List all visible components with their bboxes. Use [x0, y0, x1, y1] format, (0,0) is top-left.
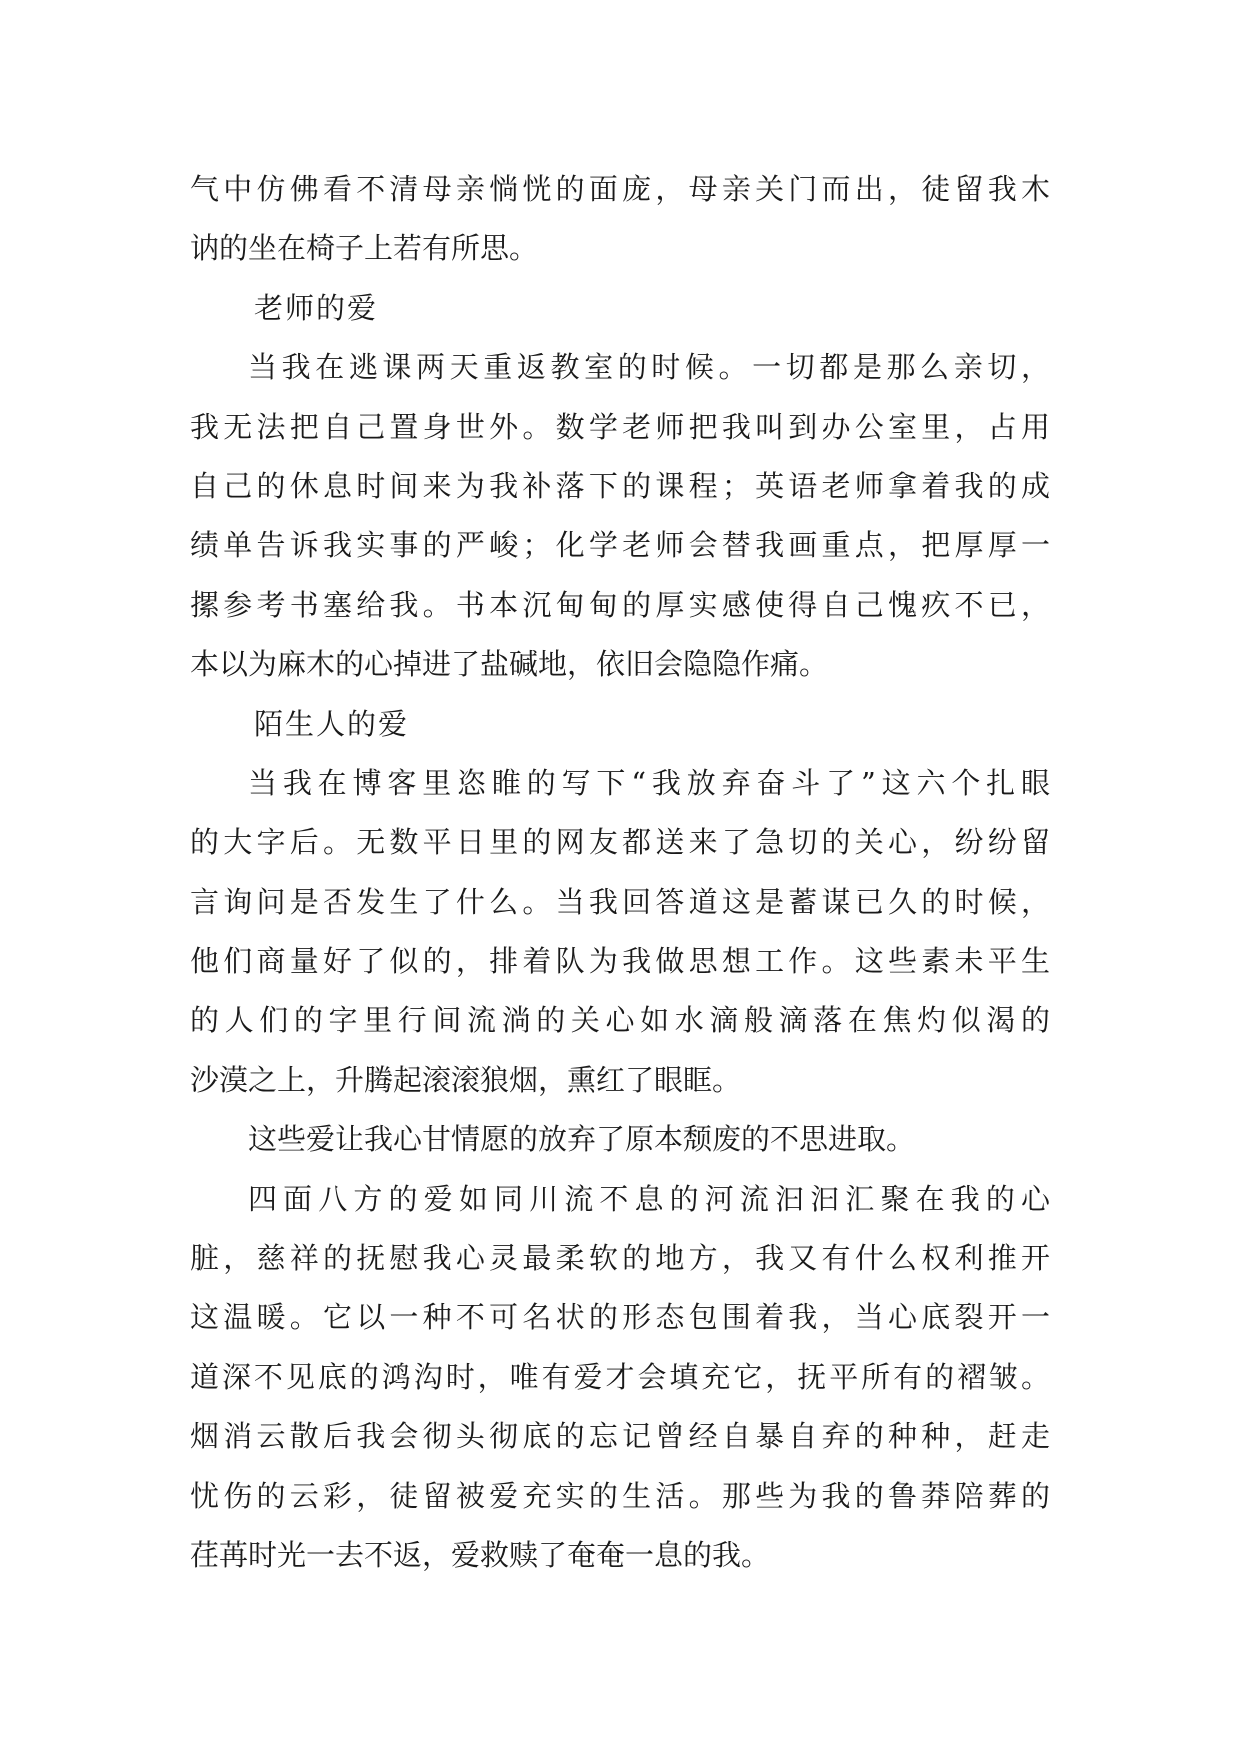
text-line: 他们商量好了似的，排着队为我做思想工作。这些素未平生 — [190, 944, 1050, 979]
text-line: 荏苒时光一去不返，爱救赎了奄奄一息的我。 — [190, 1537, 771, 1572]
text-line: 摞参考书塞给我。书本沉甸甸的厚实感使得自己愧疚不已， — [190, 587, 1050, 622]
section-heading-teacher-love: 老师的爱 — [254, 290, 379, 325]
text-line: 的大字后。无数平日里的网友都送来了急切的关心，纷纷留 — [190, 825, 1050, 860]
text-line: 忧伤的云彩，徒留被爱充实的生活。那些为我的鲁莽陪葬的 — [190, 1478, 1050, 1513]
text-line: 道深不见底的鸿沟时，唯有爱才会填充它，抚平所有的褶皱。 — [190, 1359, 1050, 1394]
text-line: 烟消云散后我会彻头彻底的忘记曾经自暴自弃的种种，赶走 — [190, 1419, 1050, 1454]
paragraph-single-line: 这些爱让我心甘情愿的放弃了原本颓废的不思进取。 — [248, 1122, 916, 1157]
text-line: 气中仿佛看不清母亲惝恍的面庞，母亲关门而出，徒留我木 — [190, 172, 1050, 206]
section-heading-stranger-love: 陌生人的爱 — [254, 706, 410, 741]
body-text — [190, 160, 1050, 1585]
paragraph-first-line: 当我在逃课两天重返教室的时候。一切都是那么亲切， — [248, 350, 1050, 385]
text-line: 这温暖。它以一种不可名状的形态包围着我，当心底裂开一 — [190, 1300, 1050, 1335]
text-line: 的人们的字里行间流淌的关心如水滴般滴落在焦灼似渴的 — [190, 1003, 1050, 1038]
text-line: 讷的坐在椅子上若有所思。 — [190, 231, 539, 266]
paragraph-first-line: 四面八方的爱如同川流不息的河流汩汩汇聚在我的心 — [248, 1181, 1050, 1216]
text-line: 沙漠之上，升腾起滚滚狼烟，熏红了眼眶。 — [190, 1062, 742, 1097]
text-line: 本以为麻木的心掉进了盐碱地，依旧会隐隐作痛。 — [190, 647, 829, 682]
paragraph-first-line: 当我在博客里恣睢的写下“我放弃奋斗了”这六个扎眼 — [248, 765, 1050, 800]
text-line: 脏，慈祥的抚慰我心灵最柔软的地方，我又有什么权利推开 — [190, 1241, 1050, 1276]
text-line: 自己的休息时间来为我补落下的课程；英语老师拿着我的成 — [190, 468, 1050, 503]
text-line: 我无法把自己置身世外。数学老师把我叫到办公室里，占用 — [190, 409, 1050, 444]
text-line: 言询问是否发生了什么。当我回答道这是蓄谋已久的时候， — [190, 884, 1050, 919]
text-line: 绩单告诉我实事的严峻；化学老师会替我画重点，把厚厚一 — [190, 528, 1050, 563]
